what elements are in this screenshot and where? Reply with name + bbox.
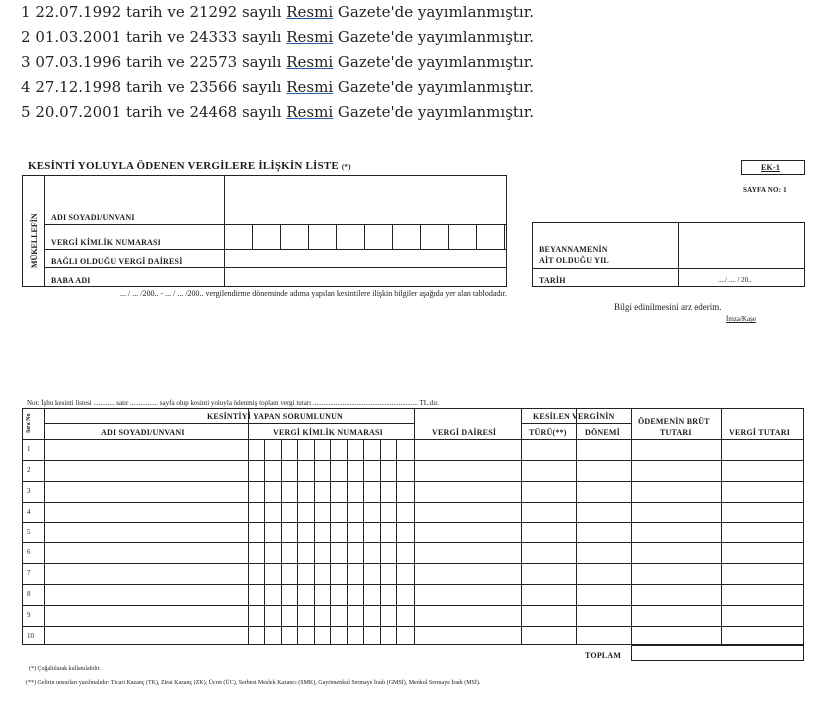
vkn-digit-column [347,439,348,645]
kesinti-table [22,408,804,645]
footnote-number: 3 [21,53,31,71]
footnote-item [21,28,534,46]
vergi-dairesi-label: BAĞLI OLDUĞU VERGİ DAİRESİ [51,257,183,266]
toplam-box [631,645,804,661]
footnote-item [21,103,534,121]
mukellef-box [22,175,507,287]
vkn-digit-column [380,439,381,645]
ek-label: EK-1 [761,163,781,172]
vkn-digit-divider [476,224,477,249]
footnote-text-end: Gazete'de yayımlanmıştır. [333,28,535,46]
vkn-label: VERGİ KİMLİK NUMARASI [51,238,161,247]
row-divider [22,460,804,461]
sorumlu-group-header: KESİNTİYİ YAPAN SORUMLUNUN [207,412,344,421]
row-number: 7 [27,569,31,577]
row-number: 8 [27,590,31,598]
col-daire-header: VERGİ DAİRESİ [432,428,497,437]
vkn-digit-divider [504,224,505,249]
vkn-digit-divider [252,224,253,249]
footnote-number: 2 [21,28,31,46]
row-divider [22,542,804,543]
tarih-label: TARİH [539,276,566,285]
imza-label: İmza/Kaşe [726,315,756,323]
row-number: 9 [27,611,31,619]
row-number: 3 [27,487,31,495]
footnote-text: 27.12.1998 tarih ve 23566 sayılı [35,78,287,96]
form-title: KESİNTİ YOLUYLA ÖDENEN VERGİLERE İLİŞKİN LİSTE (*) [28,160,351,172]
footnote-text: 01.03.2001 tarih ve 24333 sayılı [35,28,287,46]
vkn-digit-column [314,439,315,645]
footnote-item [21,53,534,71]
row-number: 6 [27,548,31,556]
vkn-digit-column [330,439,331,645]
toplam-label: TOPLAM [585,651,622,660]
vkn-digit-divider [420,224,421,249]
column-divider [248,408,249,645]
footnote-item [21,3,534,21]
resmi-link[interactable]: Resmi [286,28,334,46]
column-divider [414,408,415,645]
col-brut-header-2: TUTARI [660,428,692,437]
footnote-text: 22.07.1992 tarih ve 21292 sayılı [35,3,287,21]
footnote-star: (*) Çoğaltılarak kullanılabilir. [29,666,101,672]
vkn-digit-divider [364,224,365,249]
row-divider [22,563,804,564]
ek-box [741,160,805,175]
row-divider [22,584,804,585]
group-divider [44,423,414,424]
footnote-text-end: Gazete'de yayımlanmıştır. [333,103,535,121]
vkn-digit-divider [448,224,449,249]
resmi-link[interactable]: Resmi [286,103,334,121]
footnote-text-end: Gazete'de yayımlanmıştır. [333,78,535,96]
column-divider [576,408,577,645]
footnote-text: 07.03.1996 tarih ve 22573 sayılı [35,53,287,71]
resmi-link[interactable]: Resmi [286,78,334,96]
row-divider [22,522,804,523]
baba-adi-label: BABA ADI [51,276,91,285]
row-number: 1 [27,445,31,453]
footnote-double-star: (**) Gelirin unsurları yazılmalıdır: Ticari Kazanç (TK), Zirai Kazanç (ZK), Ücret (ÜC), Serbest Meslek Kazancı (SMK), Gayrimenkul Sermaye İradı (GMSİ), Menkul Sermaye İradı (MSİ). [26,680,481,686]
row-number: 2 [27,466,31,474]
mukellef-label: MÜKELLEFİN [30,213,39,268]
col-adi-header: ADI SOYADI/UNVANI [101,428,185,437]
adi-soyadi-label: ADI SOYADI/UNVANI [51,213,135,222]
footnote-text-end: Gazete'de yayımlanmıştır. [333,3,535,21]
footnote-text-end: Gazete'de yayımlanmıştır. [333,53,535,71]
vkn-digit-column [297,439,298,645]
col-turu-header: TÜRÜ(**) [529,428,567,437]
resmi-link[interactable]: Resmi [286,3,334,21]
scanned-form [0,150,815,705]
column-divider [44,408,45,645]
vkn-digit-column [396,439,397,645]
row-divider [22,626,804,627]
col-vergi-header: VERGİ TUTARI [729,428,791,437]
vkn-digit-divider [336,224,337,249]
column-divider [631,408,632,645]
row-number: 5 [27,528,31,536]
beyanname-label-2: AİT OLDUĞU YIL [539,256,609,265]
vkn-digit-column [363,439,364,645]
resmi-link[interactable]: Resmi [286,53,334,71]
tarih-value: ..../ .... / 20.. [718,276,752,284]
row-number: 4 [27,508,31,516]
kesilen-group-header: KESİLEN VERGİNİN [533,412,615,421]
vkn-digit-divider [280,224,281,249]
sayfa-no: SAYFA NO: 1 [743,186,787,194]
vkn-digit-divider [308,224,309,249]
note-line: Not: İşbu kesinti listesi ............ satır ................ sayfa olup kesinti yoluyla ödenmiş toplam vergi tutarı ............................................................ TL.dır. [27,399,439,407]
vkn-digit-column [264,439,265,645]
sira-no-header: Sıra No [26,413,32,433]
footnote-number: 5 [21,103,31,121]
column-divider [521,408,522,645]
row-number: 10 [27,632,34,640]
footnote-number: 4 [21,78,31,96]
row-divider [22,605,804,606]
vkn-digit-column [281,439,282,645]
row-divider [22,481,804,482]
header-bottom [22,439,804,440]
period-text: ... / ... /200.. - ... / ... /200.. vergilendirme döneminde adıma yapılan kesintilere ilişkin bilgiler aşağıda yer alan tablodadır. [120,289,507,298]
footnote-number: 1 [21,3,31,21]
footnote-item [21,78,534,96]
bilgi-text: Bilgi edinilmesini arz ederim. [614,302,722,312]
beyanname-label-1: BEYANNAMENİN [539,245,608,254]
vkn-digit-divider [392,224,393,249]
col-brut-header-1: ÖDEMENİN BRÜT [638,417,710,426]
row-divider [22,502,804,503]
column-divider [721,408,722,645]
col-donemi-header: DÖNEMİ [585,428,620,437]
beyanname-box [532,222,805,287]
col-vkn-header: VERGİ KİMLİK NUMARASI [273,428,383,437]
footnote-text: 20.07.2001 tarih ve 24468 sayılı [35,103,287,121]
